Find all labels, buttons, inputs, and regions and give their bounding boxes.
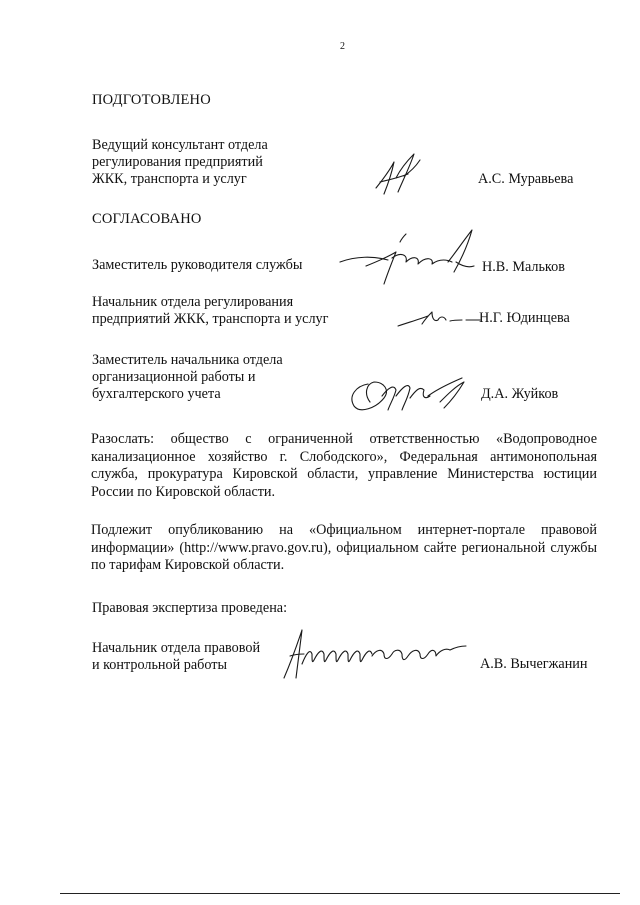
signer-name: Н.Г. Юдинцева [479, 310, 570, 326]
signer-name: Н.В. Мальков [482, 259, 565, 275]
signature-malkov [336, 222, 486, 292]
legal-review-name: А.В. Вычегжанин [480, 656, 588, 672]
signer-position: Начальник отдела регулирования предприятий ЖКК, транспорта и услуг [92, 294, 329, 327]
prepared-name: А.С. Муравьева [478, 171, 574, 187]
legal-review-heading: Правовая экспертиза проведена: [92, 600, 288, 616]
prepared-position: Ведущий консультант отдела регулирования предприятий ЖКК, транспорта и услуг [92, 137, 268, 187]
prepared-heading: ПОДГОТОВЛЕНО [92, 92, 211, 108]
signature-yudintseva [396, 306, 484, 332]
signer-name: Д.А. Жуйков [481, 386, 559, 402]
distribution-paragraph: Разослать: общество с ограниченной ответственностью «Водопроводное канализационное хозяйство г. Слободского», Федеральная антимонопольная служба, прокуратура Кировской области, управление Министерства юстиции России по Кировской области. [91, 431, 597, 500]
page-number: 2 [340, 41, 346, 52]
signature-zhuikov [344, 372, 480, 420]
signature-vychegzhanin [276, 624, 472, 682]
legal-review-position: Начальник отдела правовой и контрольной работы [92, 640, 261, 673]
signer-position: Заместитель начальника отдела организационной работы и бухгалтерского учета [92, 352, 283, 402]
bottom-rule [60, 893, 620, 894]
signer-position: Заместитель руководителя службы [92, 257, 303, 273]
agreed-heading: СОГЛАСОВАНО [92, 211, 202, 227]
signature-muravyeva [370, 148, 430, 206]
publication-paragraph: Подлежит опубликованию на «Официальном интернет-портале правовой информации» (http://www.pravo.gov.ru), официальном сайте региональной службы по тарифам Кировской области. [91, 522, 597, 573]
